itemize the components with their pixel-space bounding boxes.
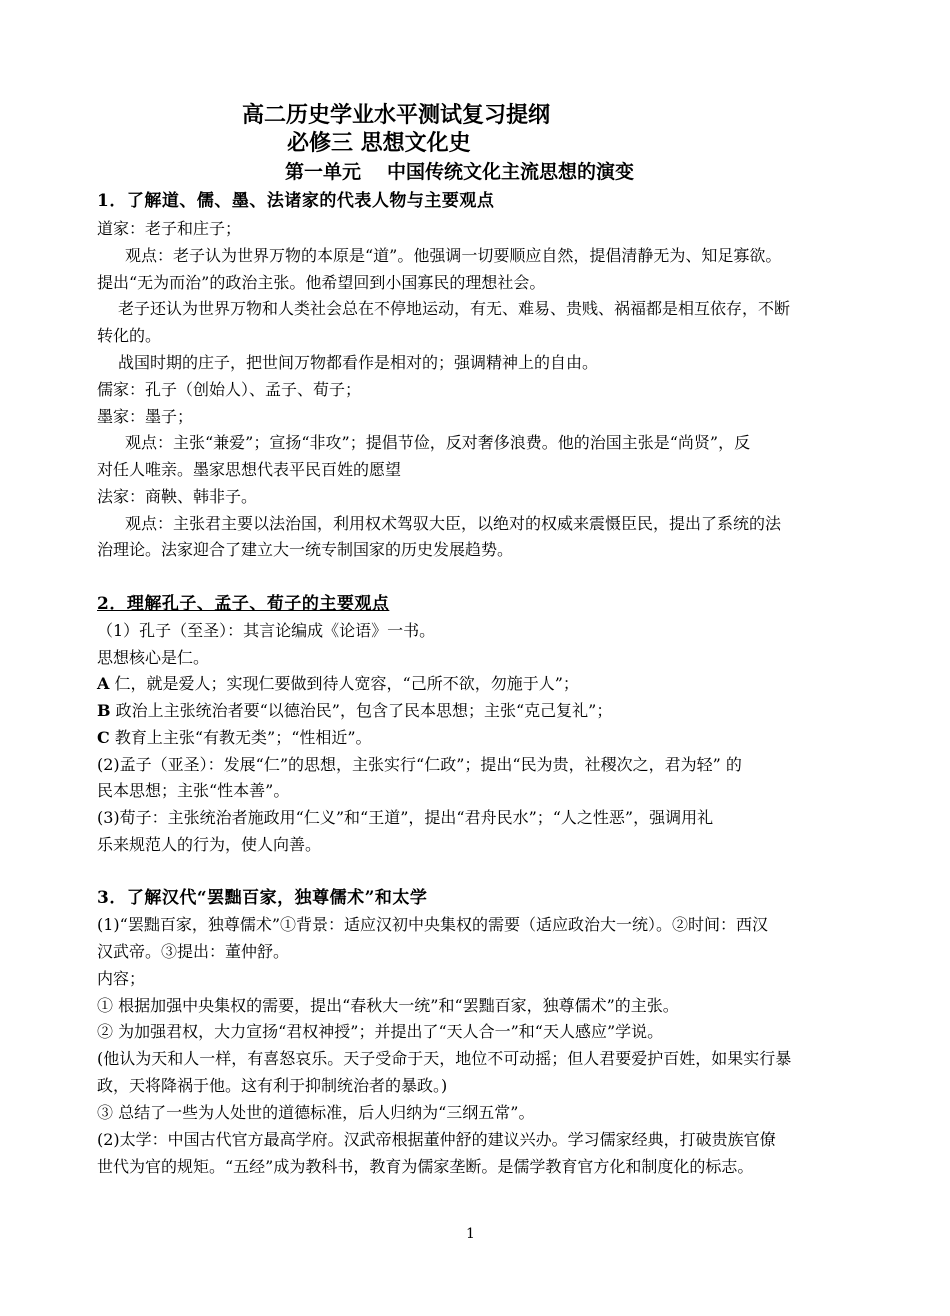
section-3-heading: 3．了解汉代“罢黜百家，独尊儒术”和太学 [97,888,428,908]
paragraph-line: 墨家：墨子； [97,407,194,426]
paragraph-line: (他认为天和人一样，有喜怒哀乐。天子受命于天，地位不可动摇；但人君要爱护百姓，如果实行暴 [97,1049,792,1068]
paragraph-line: (2)太学：中国古代官方最高学府。汉武帝根据董仲舒的建议兴办。学习儒家经典，打破贵族官僚 [97,1130,776,1149]
paragraph-line: 老子还认为世界万物和人类社会总在不停地运动，有无、难易、贵贱、祸福都是相互依存，不断 [118,299,791,318]
paragraph-line: (2)孟子（亚圣）：发展“仁”的思想，主张实行“仁政”；提出“民为贵，社稷次之，君为轻” 的 [97,755,742,774]
document-title: 高二历史学业水平测试复习提纲 [242,103,551,128]
list-item: A 仁，就是爱人；实现仁要做到待人宽容，“己所不欲，勿施于人”； [97,674,579,693]
list-item: C 教育上主张“有教无类”；“性相近”。 [97,728,372,747]
paragraph-line: 观点：主张“兼爱”；宣扬“非攻”；提倡节俭，反对奢侈浪费。他的治国主张是“尚贤”，反 [125,433,751,452]
paragraph-line: 民本思想；主张“性本善”。 [97,781,290,800]
paragraph-line: 法家：商鞅、韩非子。 [97,487,258,506]
paragraph-line: 战国时期的庄子，把世间万物都看作是相对的；强调精神上的自由。 [118,353,599,372]
paragraph-line: 对任人唯亲。墨家思想代表平民百姓的愿望 [97,460,402,479]
section-1-heading: 1．了解道、儒、墨、法诸家的代表人物与主要观点 [97,191,495,211]
paragraph-line: (1)“罢黜百家，独尊儒术”①背景：适应汉初中央集权的需要（适应政治大一统）。②时间：西汉 [97,915,769,934]
paragraph-line: 政，天将降祸于他。这有利于抑制统治者的暴政。) [97,1076,448,1095]
list-marker: B [97,701,111,720]
paragraph-line: 世代为官的规矩。“五经”成为教科书，教育为儒家垄断。是儒学教育官方化和制度化的标志。 [97,1157,754,1176]
paragraph-line: 内容； [97,969,146,988]
paragraph-line: (3)荀子：主张统治者施政用“仁义”和“王道”，提出“君舟民水”；“人之性恶”，强调用礼 [97,808,714,827]
paragraph-line: 转化的。 [97,326,162,345]
paragraph-line: 提出“无为而治”的政治主张。他希望回到小国寡民的理想社会。 [97,273,546,292]
paragraph-line: 思想核心是仁。 [97,648,210,667]
unit-name: 中国传统文化主流思想的演变 [387,161,635,183]
list-item: B 政治上主张统治者要“以德治民”，包含了民本思想；主张“克己复礼”； [97,701,613,720]
paragraph-line: 治理论。法家迎合了建立大一统专制国家的历史发展趋势。 [97,540,514,559]
unit-number: 第一单元 [285,161,362,183]
section-2-heading: 2．理解孔子、孟子、荀子的主要观点 [97,594,390,614]
paragraph-line: 观点：老子认为世界万物的本原是“道”。他强调一切要顺应自然，提倡清静无为、知足寡欲。 [125,246,782,265]
paragraph-line: （1）孔子（至圣）：其言论编成《论语》一书。 [97,621,436,640]
paragraph-line: 观点：主张君主要以法治国，利用权术驾驭大臣，以绝对的权威来震慑臣民，提出了系统的法 [125,514,782,533]
paragraph-line: ① 根据加强中央集权的需要，提出“春秋大一统”和“罢黜百家，独尊儒术”的主张。 [97,996,679,1015]
paragraph-line: ② 为加强君权，大力宣扬“君权神授”；并提出了“天人合一”和“天人感应”学说。 [97,1022,664,1041]
paragraph-line: 儒家：孔子（创始人）、孟子、荀子； [97,380,362,399]
paragraph-line: ③ 总结了一些为人处世的道德标准，后人归纳为“三纲五常”。 [97,1103,535,1122]
paragraph-line: 乐来规范人的行为，使人向善。 [97,835,322,854]
document-subtitle: 必修三 思想文化史 [287,131,471,156]
unit-title [285,160,634,184]
list-marker: C [97,728,110,747]
paragraph-line: 汉武帝。③提出：董仲舒。 [97,942,290,961]
paragraph-line: 道家：老子和庄子； [97,219,242,238]
page-number: 1 [466,1226,475,1242]
list-marker: A [97,674,110,693]
